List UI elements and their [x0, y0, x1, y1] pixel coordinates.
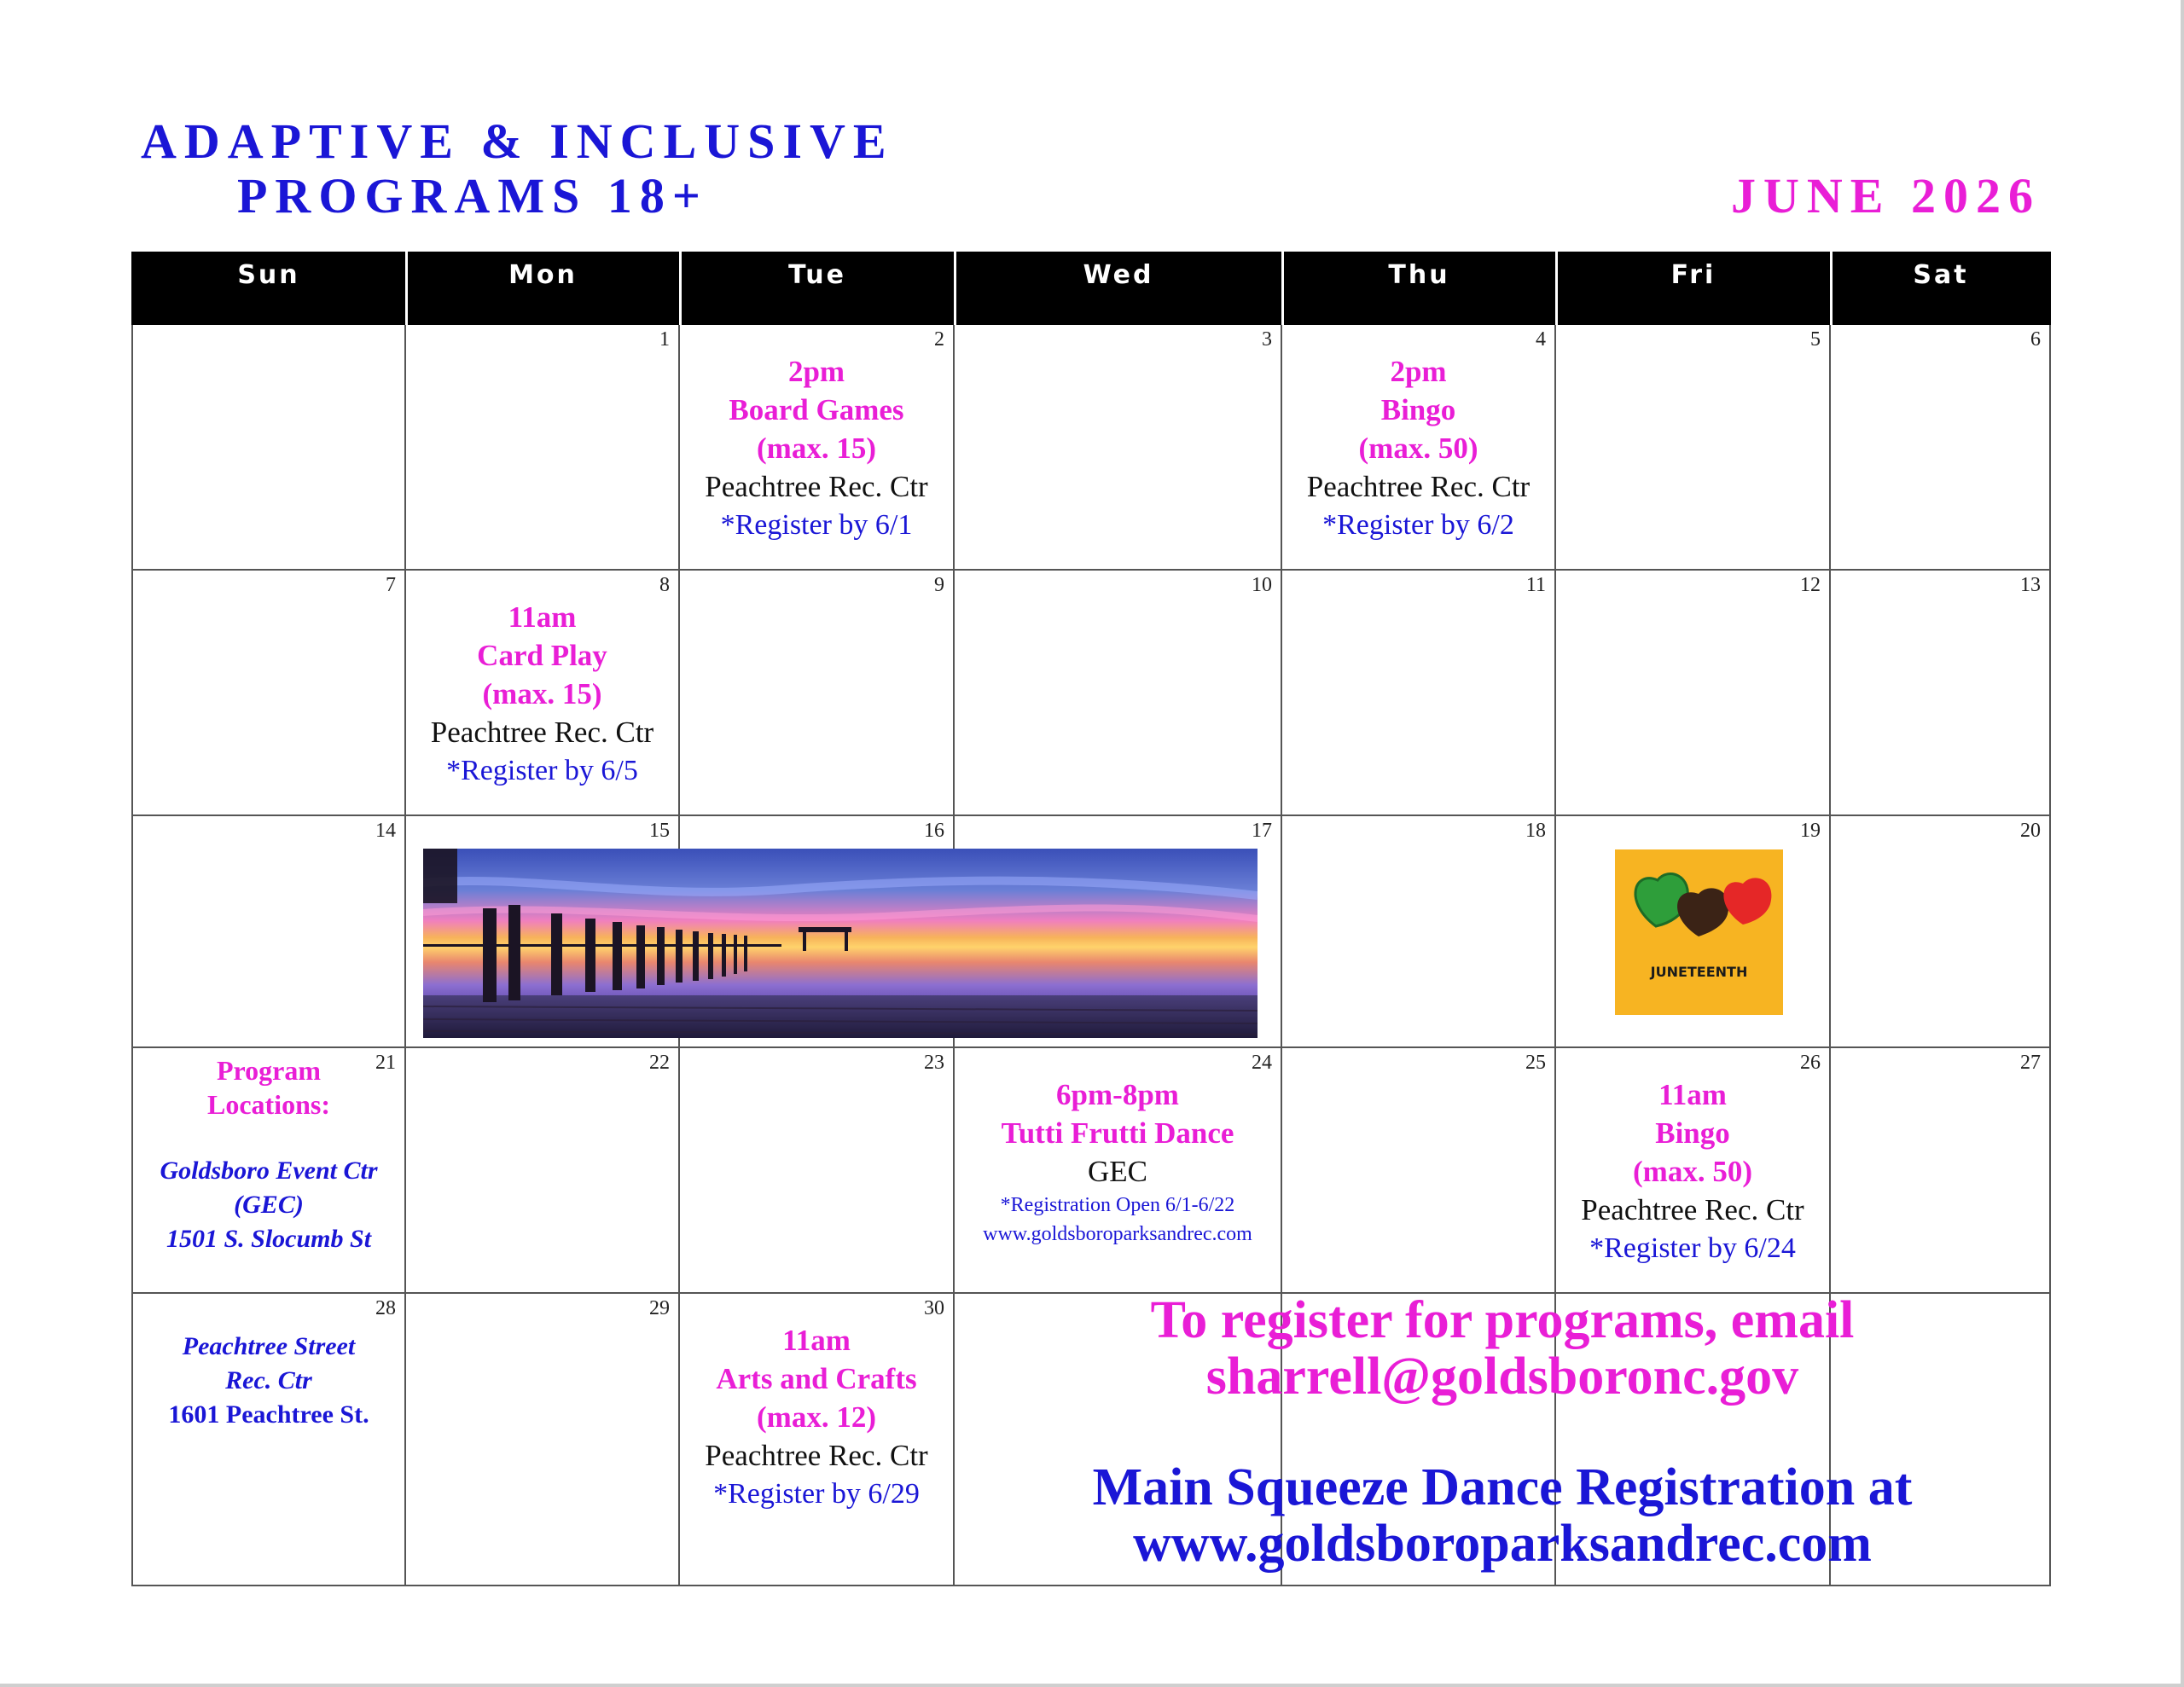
- location-peachtree-address: 1601 Peachtree St.: [168, 1400, 369, 1429]
- day-cell-18[interactable]: [1282, 816, 1556, 1048]
- event-name: Card Play: [477, 639, 607, 672]
- event-name: Tutti Frutti Dance: [1001, 1116, 1234, 1150]
- event-time: 2pm: [787, 355, 845, 388]
- day-number: 18: [1525, 820, 1546, 842]
- day-cell-7[interactable]: [131, 571, 406, 816]
- day-cell-2[interactable]: [680, 325, 955, 571]
- promo-dance-line: Main Squeeze Dance Registration at: [1092, 1458, 1913, 1516]
- day-cell-29[interactable]: [406, 1294, 680, 1586]
- event-time: 2pm: [1390, 355, 1447, 388]
- day-cell-11[interactable]: [1282, 571, 1556, 816]
- day-number: 11: [1525, 574, 1546, 596]
- event-card-play[interactable]: [406, 598, 678, 790]
- event-time: 11am: [508, 600, 577, 634]
- day-number: 20: [2020, 820, 2041, 842]
- header-separator: [1830, 252, 1833, 325]
- event-tutti-frutti-dance[interactable]: [955, 1075, 1281, 1249]
- day-number: 25: [1525, 1052, 1546, 1074]
- location-peachtree-type: Rec. Ctr: [225, 1366, 312, 1394]
- day-cell-13[interactable]: [1831, 571, 2051, 816]
- event-board-games[interactable]: [680, 352, 953, 544]
- event-location: Peachtree Rec. Ctr: [430, 716, 654, 749]
- event-register-note: *Register by 6/1: [720, 509, 913, 541]
- day-cell-14[interactable]: [131, 816, 406, 1048]
- locations-heading-line1: Program: [216, 1055, 322, 1086]
- day-number: 19: [1800, 820, 1821, 842]
- day-number: 8: [659, 574, 670, 596]
- event-location: Peachtree Rec. Ctr: [705, 1439, 928, 1472]
- page-title-line2: PROGRAMS 18+: [237, 168, 708, 223]
- page-title-line1: ADAPTIVE & INCLUSIVE: [141, 113, 894, 169]
- day-number: 24: [1252, 1052, 1272, 1074]
- day-number: 6: [2030, 328, 2041, 351]
- day-cell-10[interactable]: [955, 571, 1282, 816]
- event-capacity: (max. 50): [1633, 1155, 1752, 1188]
- event-bingo[interactable]: [1282, 352, 1554, 544]
- event-register-link[interactable]: www.goldsboroparksandrec.com: [983, 1223, 1252, 1245]
- day-cell-empty: [131, 325, 406, 571]
- day-number: 22: [649, 1052, 670, 1074]
- header-separator: [954, 252, 956, 325]
- weekday-tue: Tue: [788, 260, 846, 290]
- day-cell-8[interactable]: [406, 571, 680, 816]
- day-cell-4[interactable]: [1282, 325, 1556, 571]
- day-cell-12[interactable]: [1556, 571, 1831, 816]
- day-number: 17: [1252, 820, 1272, 842]
- header-separator: [1555, 252, 1558, 325]
- day-cell-3[interactable]: [955, 325, 1282, 571]
- day-number: 2: [934, 328, 944, 351]
- day-number: 30: [924, 1297, 944, 1319]
- page-edge-bottom: [0, 1684, 2184, 1687]
- event-time: 11am: [782, 1324, 851, 1357]
- location-gec-name: Goldsboro Event Ctr: [160, 1157, 378, 1185]
- event-register-note: *Register by 6/29: [713, 1478, 920, 1510]
- header-separator: [679, 252, 682, 325]
- day-number: 21: [375, 1052, 396, 1074]
- day-cell-6[interactable]: [1831, 325, 2051, 571]
- program-locations-peachtree: [133, 1330, 404, 1432]
- day-cell-26[interactable]: [1556, 1048, 1831, 1294]
- event-name: Board Games: [729, 393, 904, 426]
- day-number: 23: [924, 1052, 944, 1074]
- event-register-note: *Registration Open 6/1-6/22: [1000, 1194, 1235, 1216]
- event-location: Peachtree Rec. Ctr: [1581, 1193, 1804, 1226]
- day-number: 13: [2020, 574, 2041, 596]
- day-number: 5: [1810, 328, 1821, 351]
- day-number: 14: [375, 820, 396, 842]
- event-time: 6pm-8pm: [1056, 1078, 1179, 1111]
- event-arts-and-crafts[interactable]: [680, 1321, 953, 1513]
- day-number: 27: [2020, 1052, 2041, 1074]
- day-cell-28[interactable]: [131, 1294, 406, 1586]
- weekday-fri: Fri: [1670, 260, 1716, 290]
- event-name: Arts and Crafts: [716, 1362, 917, 1395]
- juneteenth-label: JUNETEENTH: [1650, 964, 1748, 980]
- program-locations-gec: [133, 1053, 404, 1256]
- page-edge-right: [2181, 0, 2184, 1687]
- event-location: Peachtree Rec. Ctr: [705, 470, 928, 503]
- event-register-note: *Register by 6/5: [446, 755, 638, 786]
- event-register-note: *Register by 6/24: [1589, 1232, 1796, 1264]
- day-cell-21[interactable]: [131, 1048, 406, 1294]
- promo-website-link[interactable]: www.goldsboroparksandrec.com: [1133, 1515, 1872, 1573]
- day-cell-20[interactable]: [1831, 816, 2051, 1048]
- day-number: 28: [375, 1297, 396, 1319]
- event-capacity: (max. 15): [757, 432, 876, 465]
- registration-promo: [954, 1292, 2051, 1572]
- event-location: Peachtree Rec. Ctr: [1306, 470, 1531, 503]
- locations-heading-line2: Locations:: [207, 1089, 330, 1120]
- location-gec-abbrev: (GEC): [234, 1191, 304, 1219]
- day-cell-23[interactable]: [680, 1048, 955, 1294]
- weekday-wed: Wed: [1083, 260, 1154, 290]
- day-cell-1[interactable]: [406, 325, 680, 571]
- location-peachtree-name: Peachtree Street: [182, 1332, 356, 1360]
- day-cell-24[interactable]: [955, 1048, 1282, 1294]
- event-location: GEC: [1088, 1155, 1147, 1188]
- day-cell-22[interactable]: [406, 1048, 680, 1294]
- day-number: 12: [1800, 574, 1821, 596]
- weekday-thu: Thu: [1388, 260, 1450, 290]
- day-cell-27[interactable]: [1831, 1048, 2051, 1294]
- event-bingo[interactable]: [1556, 1075, 1829, 1267]
- event-capacity: (max. 15): [482, 677, 602, 710]
- header-separator: [405, 252, 408, 325]
- day-number: 9: [934, 574, 944, 596]
- day-number: 29: [649, 1297, 670, 1319]
- day-number: 16: [924, 820, 944, 842]
- event-capacity: (max. 12): [757, 1400, 876, 1434]
- location-gec-address: 1501 S. Slocumb St: [166, 1225, 372, 1253]
- day-cell-5[interactable]: [1556, 325, 1831, 571]
- weekday-mon: Mon: [508, 260, 578, 290]
- sunset-pier-image: [423, 849, 1258, 1038]
- promo-email-line: To register for programs, email: [1150, 1291, 1855, 1349]
- month-title: JUNE 2026: [1731, 168, 2041, 223]
- day-number: 4: [1536, 328, 1546, 351]
- weekday-sun: Sun: [237, 260, 300, 290]
- weekday-sat: Sat: [1913, 260, 1969, 290]
- day-cell-9[interactable]: [680, 571, 955, 816]
- event-name: Bingo: [1655, 1116, 1730, 1150]
- event-capacity: (max. 50): [1358, 432, 1478, 465]
- day-number: 15: [649, 820, 670, 842]
- event-register-note: *Register by 6/2: [1322, 509, 1514, 541]
- day-number: 1: [659, 328, 670, 351]
- promo-email-address[interactable]: sharrell@goldsboronc.gov: [1205, 1348, 1799, 1406]
- day-cell-25[interactable]: [1282, 1048, 1556, 1294]
- day-number: 10: [1252, 574, 1272, 596]
- day-number: 7: [386, 574, 396, 596]
- event-name: Bingo: [1380, 393, 1456, 426]
- day-number: 26: [1800, 1052, 1821, 1074]
- day-cell-30[interactable]: [680, 1294, 955, 1586]
- event-time: 11am: [1658, 1078, 1727, 1111]
- day-number: 3: [1262, 328, 1272, 351]
- header-separator: [1281, 252, 1284, 325]
- weekday-header-row: [131, 252, 2051, 325]
- juneteenth-image: [1615, 849, 1783, 1015]
